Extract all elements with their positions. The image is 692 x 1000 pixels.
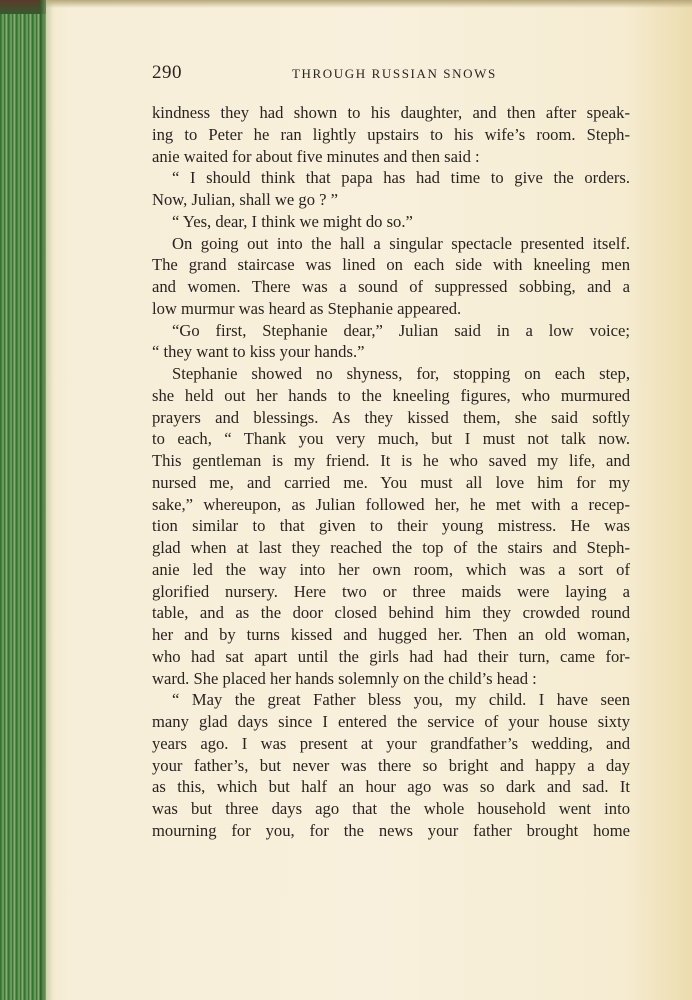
- body-text: [152, 102, 630, 842]
- page-number: 290: [152, 62, 182, 83]
- text-line: and women. There was a sound of suppressed sobbing, and a: [152, 277, 630, 296]
- text-line: mourning for you, for the news your father brought home: [152, 820, 630, 840]
- text-line: your father’s, but never was there so bright and happy a day: [152, 755, 630, 775]
- text-line: anie led the way into her own room, which was a sort of: [152, 559, 630, 579]
- text-line: “ May the great Father bless you, my child. I have seen: [172, 690, 630, 710]
- text-line: as this, which but half an hour ago was so dark and sad. It: [152, 777, 630, 797]
- text-line: Now, Julian, shall we go ? ”: [152, 190, 339, 209]
- text-line: ing to Peter he ran lightly upstairs to his wife’s room. Steph-: [152, 124, 630, 144]
- text-line: who had sat apart until the girls had had their turn, came for-: [152, 646, 630, 666]
- text-line: glad when at last they reached the top of the stairs and Steph-: [152, 538, 630, 557]
- text-line: “Go first, Stephanie dear,” Julian said in a low voice;: [172, 320, 630, 340]
- text-line: her and by turns kissed and hugged her. Then an old woman,: [152, 625, 630, 644]
- text-line: was but three days ago that the whole household went into: [152, 799, 630, 818]
- text-line: years ago. I was present at your grandfather’s wedding, and: [152, 733, 630, 753]
- text-line: kindness they had shown to his daughter, and then after speak-: [152, 103, 630, 122]
- text-line: “ Yes, dear, I think we might do so.”: [172, 211, 413, 231]
- text-line: nursed me, and carried me. You must all love him for my: [152, 472, 630, 492]
- text-line: ward. She placed her hands solemnly on the child’s head :: [152, 668, 537, 688]
- text-line: tion similar to that given to their young mistress. He was: [152, 516, 630, 536]
- text-line: On going out into the hall a singular spectacle presented itself.: [172, 233, 630, 253]
- text-line: “ I should think that papa has had time to give the orders.: [172, 168, 630, 188]
- text-line: prayers and blessings. As they kissed them, she said softly: [152, 407, 630, 427]
- text-line: sake,” whereupon, as Julian followed her, he met with a recep-: [152, 494, 630, 514]
- text-line: low murmur was heard as Stephanie appeared.: [152, 298, 462, 318]
- text-line: she held out her hands to the kneeling figures, who murmured: [152, 385, 630, 405]
- text-line: The grand staircase was lined on each side with kneeling men: [152, 255, 630, 275]
- text-line: glorified nursery. Here two or three maids were laying a: [152, 581, 630, 601]
- text-line: Stephanie showed no shyness, for, stopping on each step,: [172, 364, 630, 383]
- page-header: [152, 62, 630, 88]
- text-line: This gentleman is my friend. It is he who saved my life, and: [152, 451, 630, 470]
- text-line: table, and as the door closed behind him they crowded round: [152, 603, 630, 623]
- text-line: “ they want to kiss your hands.”: [152, 342, 365, 362]
- running-head: THROUGH RUSSIAN SNOWS: [292, 66, 497, 81]
- page-top-shadow: [0, 0, 692, 8]
- text-line: many glad days since I entered the service of your house sixty: [152, 712, 630, 731]
- text-line: anie waited for about five minutes and then said :: [152, 146, 480, 166]
- text-line: to each, “ Thank you very much, but I must not talk now.: [152, 429, 630, 449]
- spine-gutter-shadow: [40, 0, 54, 1000]
